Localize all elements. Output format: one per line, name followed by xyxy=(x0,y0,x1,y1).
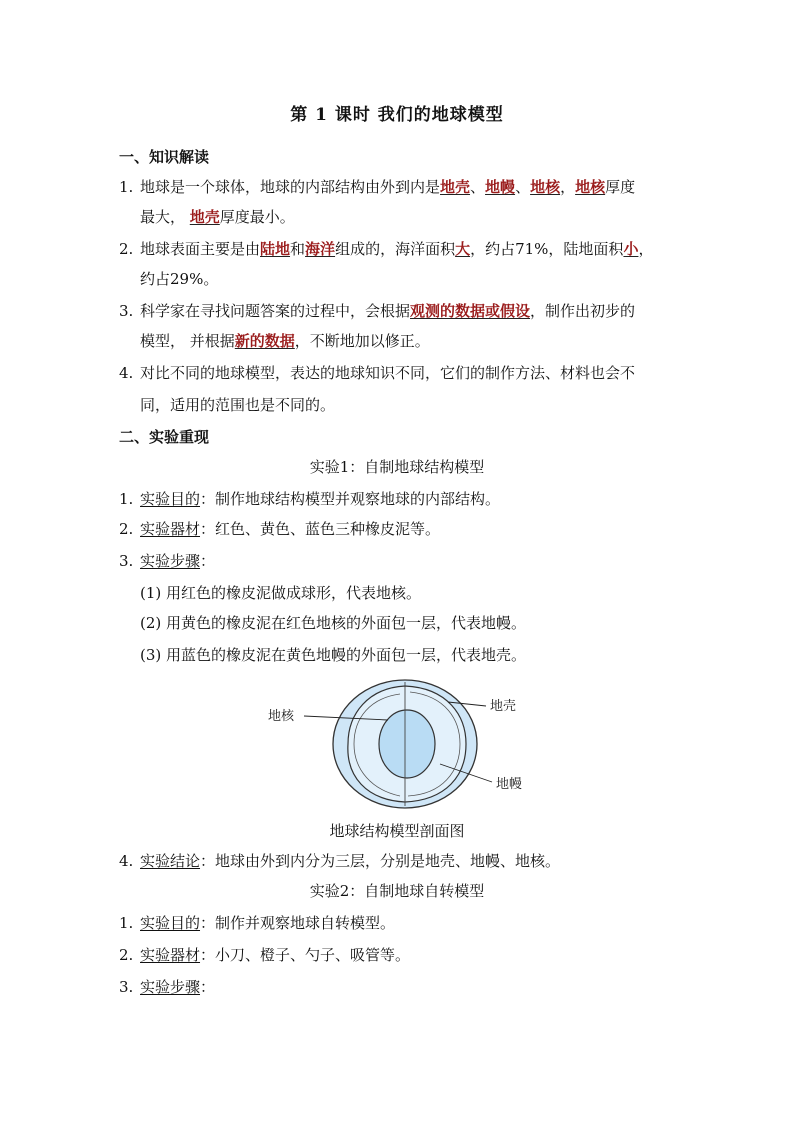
knowledge-item-1-cont: 最大， 地壳厚度最小。 xyxy=(140,208,295,226)
label-mantle: 地幔 xyxy=(496,777,523,792)
figure-caption: 地球结构模型剖面图 xyxy=(329,822,465,840)
exp1-steps: 3. 实验步骤： xyxy=(119,552,216,570)
exp2-purpose: 1. 实验目的：制作并观察地球自转模型。 xyxy=(119,914,396,932)
knowledge-item-1: 1. 地球是一个球体，地球的内部结构由外到内是地壳、地幔、地核，地核厚度 xyxy=(119,178,636,196)
label-crust: 地壳 xyxy=(490,699,517,714)
exp1-step-2: (2) 用黄色的橡皮泥在红色地核的外面包一层，代表地幔。 xyxy=(140,614,527,632)
exp1-conclusion: 4. 实验结论：地球由外到内分为三层，分别是地壳、地幔、地核。 xyxy=(119,852,561,870)
page-title: 第 1 课时 我们的地球模型 xyxy=(290,105,504,125)
exp2-steps: 3. 实验步骤： xyxy=(119,978,216,996)
knowledge-item-4-cont: 同，适用的范围也是不同的。 xyxy=(140,396,336,414)
section-heading-experiments: 二、实验重现 xyxy=(119,428,210,446)
answer-blank: 地壳 xyxy=(440,178,471,196)
knowledge-item-2-cont: 约占29%。 xyxy=(140,270,219,288)
answer-blank: 海洋 xyxy=(305,240,336,258)
answer-blank: 地幔 xyxy=(485,178,516,196)
exp1-step-3: (3) 用蓝色的橡皮泥在黄色地幔的外面包一层，代表地壳。 xyxy=(140,646,527,664)
answer-blank: 地壳 xyxy=(189,208,220,226)
knowledge-item-2: 2. 地球表面主要是由陆地和海洋组成的，海洋面积大，约占71%，陆地面积小， xyxy=(119,240,654,258)
experiment-1-title: 实验1：自制地球结构模型 xyxy=(309,458,485,476)
exp2-materials: 2. 实验器材：小刀、橙子、勺子、吸管等。 xyxy=(119,946,411,964)
knowledge-item-4: 4. 对比不同的地球模型，表达的地球知识不同，它们的制作方法、材料也会不 xyxy=(119,364,636,382)
knowledge-item-3-cont: 模型， 并根据新的数据，不断地加以修正。 xyxy=(140,332,430,350)
exp1-materials: 2. 实验器材：红色、黄色、蓝色三种橡皮泥等。 xyxy=(119,520,441,538)
answer-blank: 小 xyxy=(623,240,639,258)
answer-blank: 观测的数据或假设 xyxy=(410,302,531,320)
experiment-2-title: 实验2：自制地球自转模型 xyxy=(309,882,485,900)
label-core: 地核 xyxy=(268,709,295,724)
answer-blank: 地核 xyxy=(530,178,561,196)
answer-blank: 新的数据 xyxy=(234,332,295,350)
answer-blank: 大 xyxy=(455,240,471,258)
exp1-purpose: 1. 实验目的：制作地球结构模型并观察地球的内部结构。 xyxy=(119,490,501,508)
answer-blank: 陆地 xyxy=(260,240,291,258)
earth-structure-diagram xyxy=(260,672,540,812)
answer-blank: 地核 xyxy=(575,178,606,196)
section-heading-knowledge: 一、知识解读 xyxy=(119,148,210,166)
knowledge-item-3: 3. 科学家在寻找问题答案的过程中，会根据观测的数据或假设，制作出初步的 xyxy=(119,302,636,320)
exp1-step-1: (1) 用红色的橡皮泥做成球形，代表地核。 xyxy=(140,584,422,602)
